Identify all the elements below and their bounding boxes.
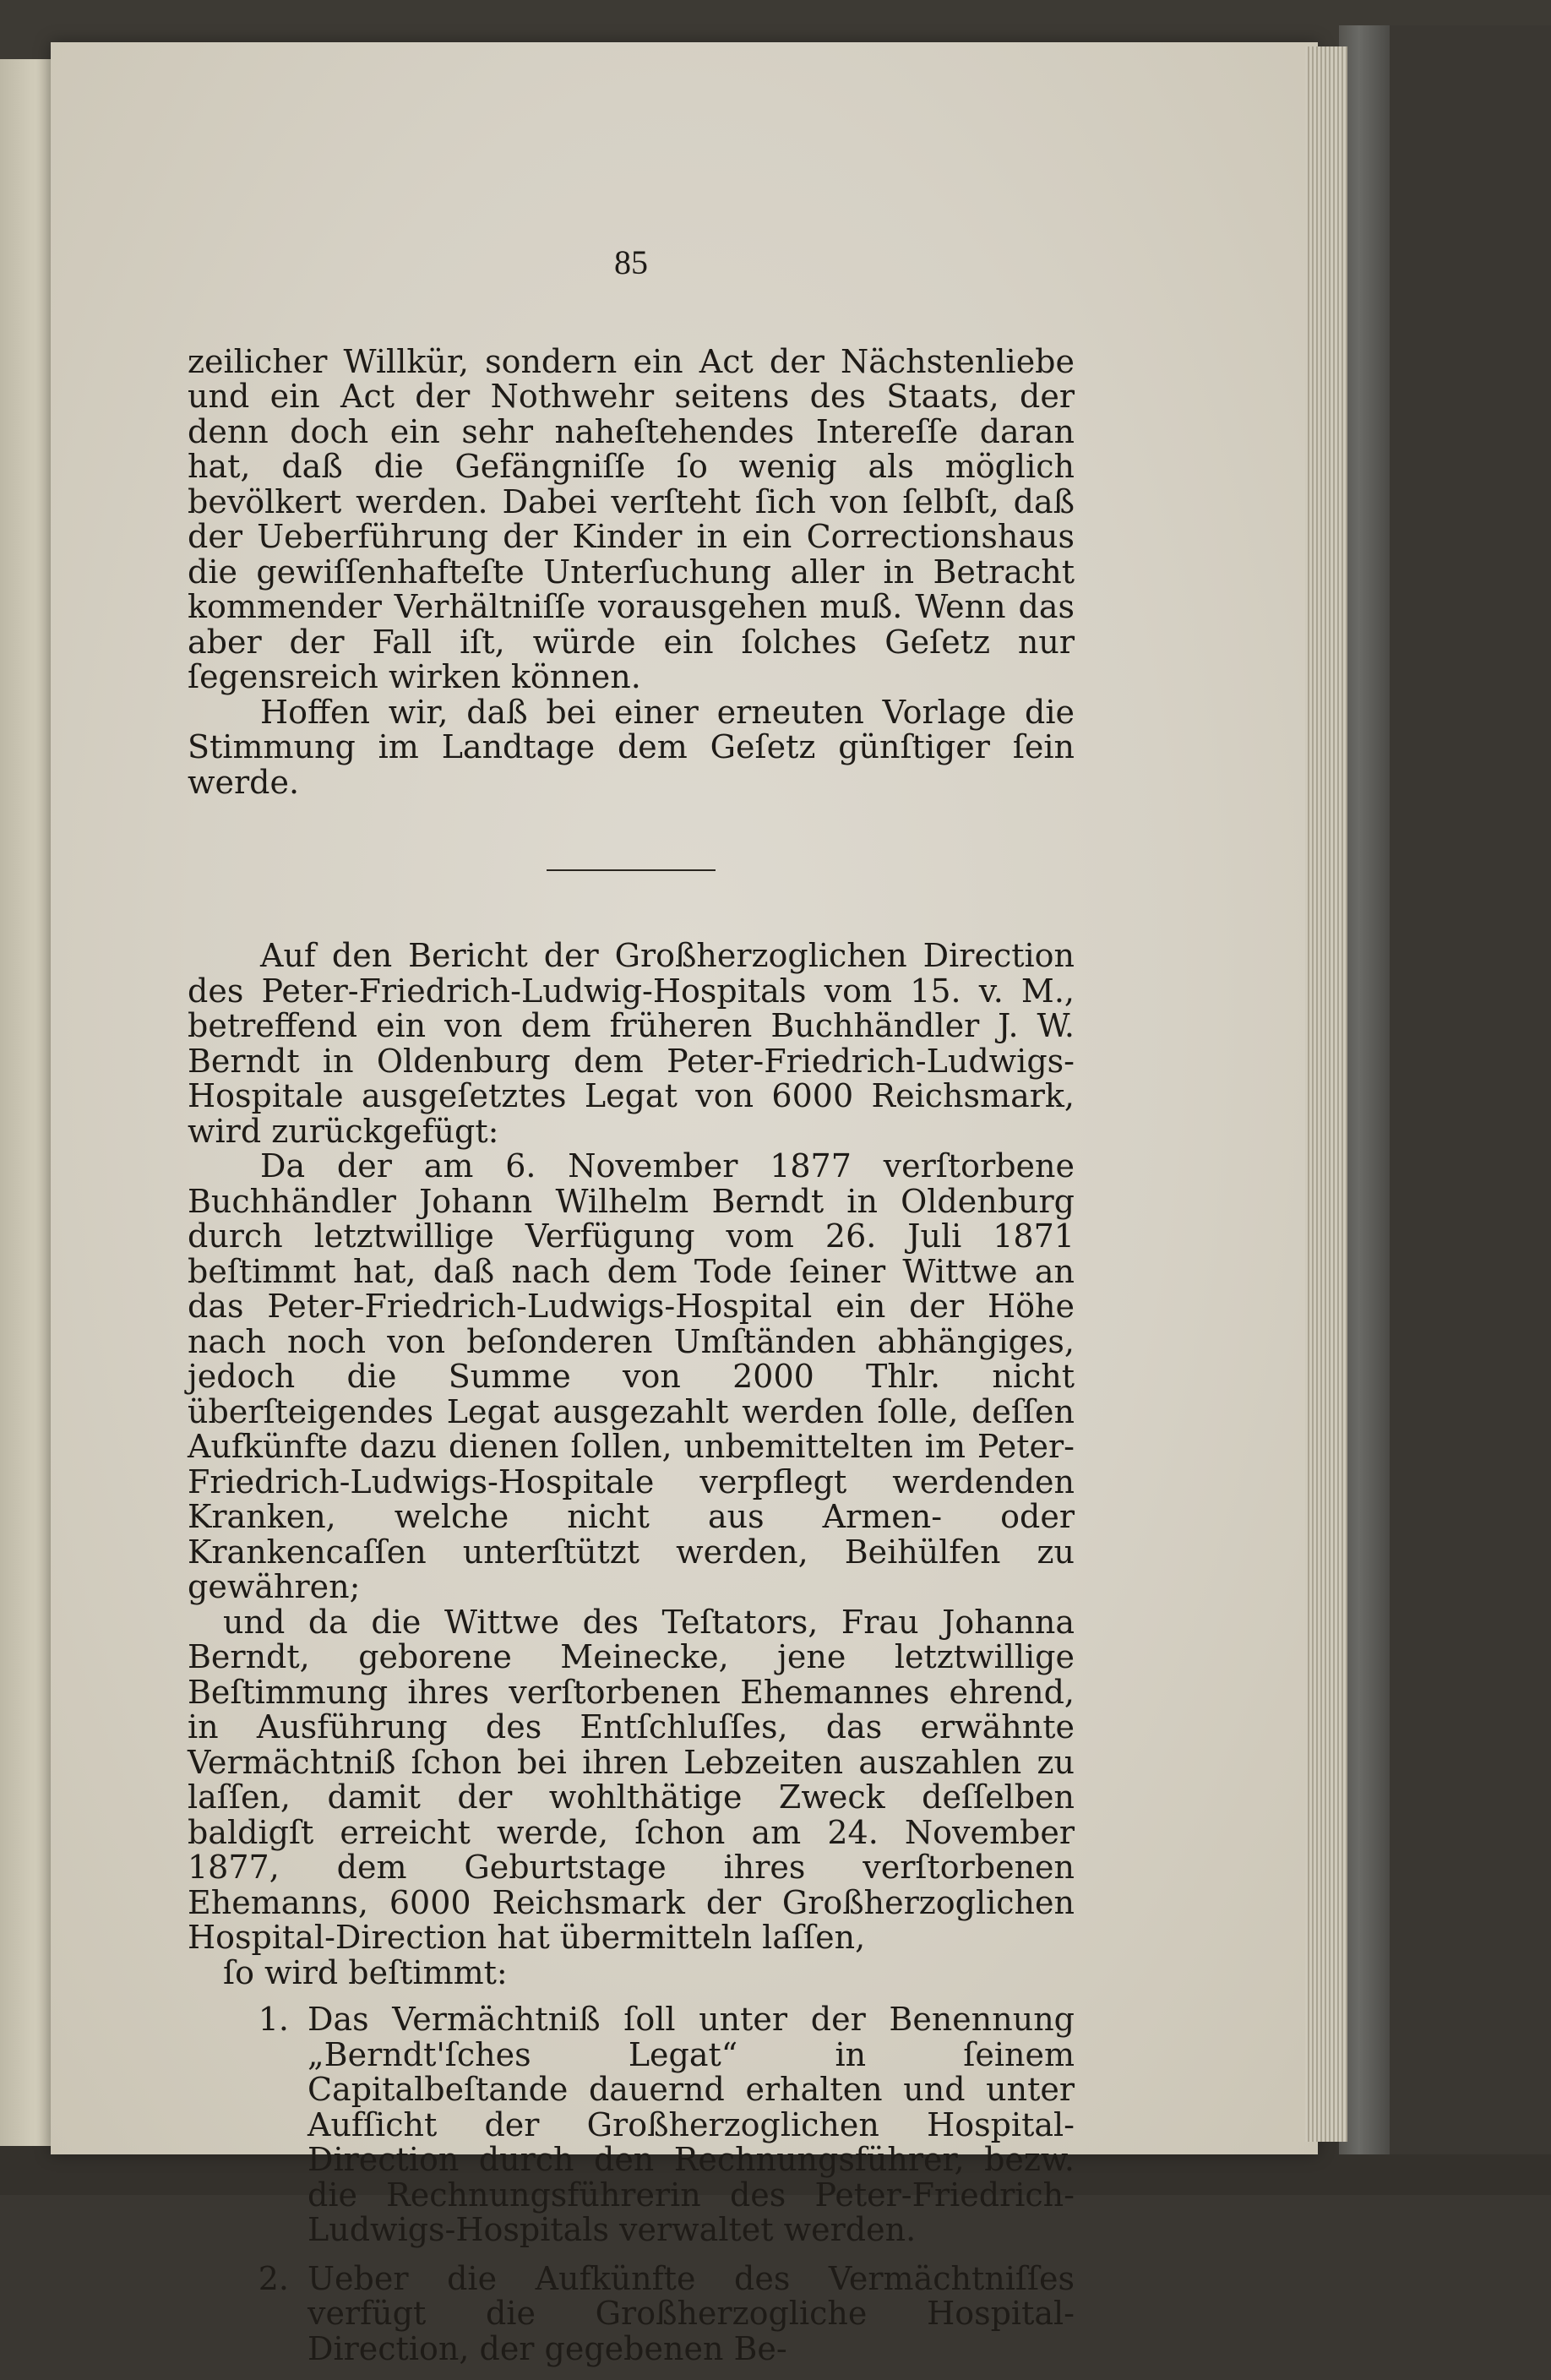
decree-intro: Auf den Bericht der Großherzoglichen Direction des Peter-Friedrich-Ludwig-Hospitals vom 15. v. M., betreffend ein von dem früheren Buchhändler J. W. Berndt in Oldenburg dem Peter-Friedrich-Ludwigs-Hospitale ausgeſetztes Legat von 6000 Reichsmark, wird zurückgefügt: bbox=[188, 937, 1075, 1150]
decree-whereas-da: Da der am 6. November 1877 verſtorbene Buchhändler Johann Wilhelm Berndt in Oldenburg durch letztwillige Verfügung vom 26. Juli 1871 beſtimmt hat, daß nach dem Tode ſeiner Wittwe an das Peter-Friedrich-Ludwigs-Hospital ein der Höhe nach noch von beſonderen Umſtänden abhängiges, jedoch die Summe von 2000 Thlr. nicht überſteigendes Legat ausgezahlt werden ſolle, deſſen Aufkünfte dazu dienen ſollen, unbemittelten im Peter-Friedrich-Ludwigs-Hospitale verpflegt werdenden Kranken, welche nicht aus Armen- oder Krankencaſſen unterſtützt werden, Beihülfen zu gewähren; bbox=[188, 1147, 1075, 1605]
decree-whereas-und: und da die Wittwe des Teſtators, Frau Johanna Berndt, geborene Meinecke, jene letztwillige Beſtimmung ihres verſtorbenen Ehemannes ehrend, in Ausführung des Entſchluſſes, das erwähnte Vermächtniß ſchon bei ihren Lebzeiten auszahlen zu laſſen, damit der wohlthätige Zweck deſſelben baldigſt erreicht werde, ſchon am 24. November 1877, dem Geburtstage ihres verſtorbenen Ehemanns, 6000 Reichsmark der Großherzoglichen Hospital-Direction hat übermitteln laſſen, bbox=[188, 1603, 1075, 1956]
page-number: 85 bbox=[614, 243, 648, 281]
scan-border-right bbox=[1390, 25, 1551, 2154]
decree-resolution: ſo wird beſtimmt: bbox=[223, 1953, 508, 1991]
provision-list bbox=[188, 2002, 1075, 2366]
list-item-text: Ueber die Aufkünfte des Vermächtniſſes verfügt die Großherzogliche Hospital-Direction, der gegebenen Be- bbox=[307, 2259, 1075, 2367]
list-item-number: 2. bbox=[258, 2259, 289, 2297]
paragraph-hoffen: Hoffen wir, daß bei einer erneuten Vorlage die Stimmung im Landtage dem Geſetz günſtiger ſein werde. bbox=[188, 693, 1075, 801]
list-item bbox=[188, 2002, 1075, 2248]
paragraph-continuation: zeilicher Willkür, sondern ein Act der Nächstenliebe und ein Act der Nothwehr seitens des Staats, der denn doch ein sehr naheſtehendes Intereſſe daran hat, daß die Gefängniſſe ſo wenig als möglich bevölkert werden. Dabei verſteht ſich von ſelbſt, daß der Ueberführung der Kinder in ein Correctionshaus die gewiſſenhafteſte Unterſuchung aller in Betracht kommender Verhältniſſe vorausgehen muß. Wenn das aber der Fall iſt, würde ein ſolches Geſetz nur ſegensreich wirken können. bbox=[188, 342, 1075, 695]
page-text bbox=[188, 245, 1075, 2380]
section-divider bbox=[547, 869, 716, 871]
list-item-number: 1. bbox=[258, 2001, 289, 2038]
list-item bbox=[188, 2259, 1075, 2367]
list-item-text: Das Vermächtniß ſoll unter der Benennung „Berndt'ſches Legat“ in ſeinem Capitalbeſtande dauernd erhalten und unter Aufſicht der Großherzoglichen Hospital-Direction durch den Rechnungsführer, bezw. die Rechnungsführerin des Peter-Friedrich-Ludwigs-Hospitals verwaltet werden. bbox=[307, 2001, 1075, 2248]
page-stack-edges bbox=[1305, 46, 1347, 2142]
